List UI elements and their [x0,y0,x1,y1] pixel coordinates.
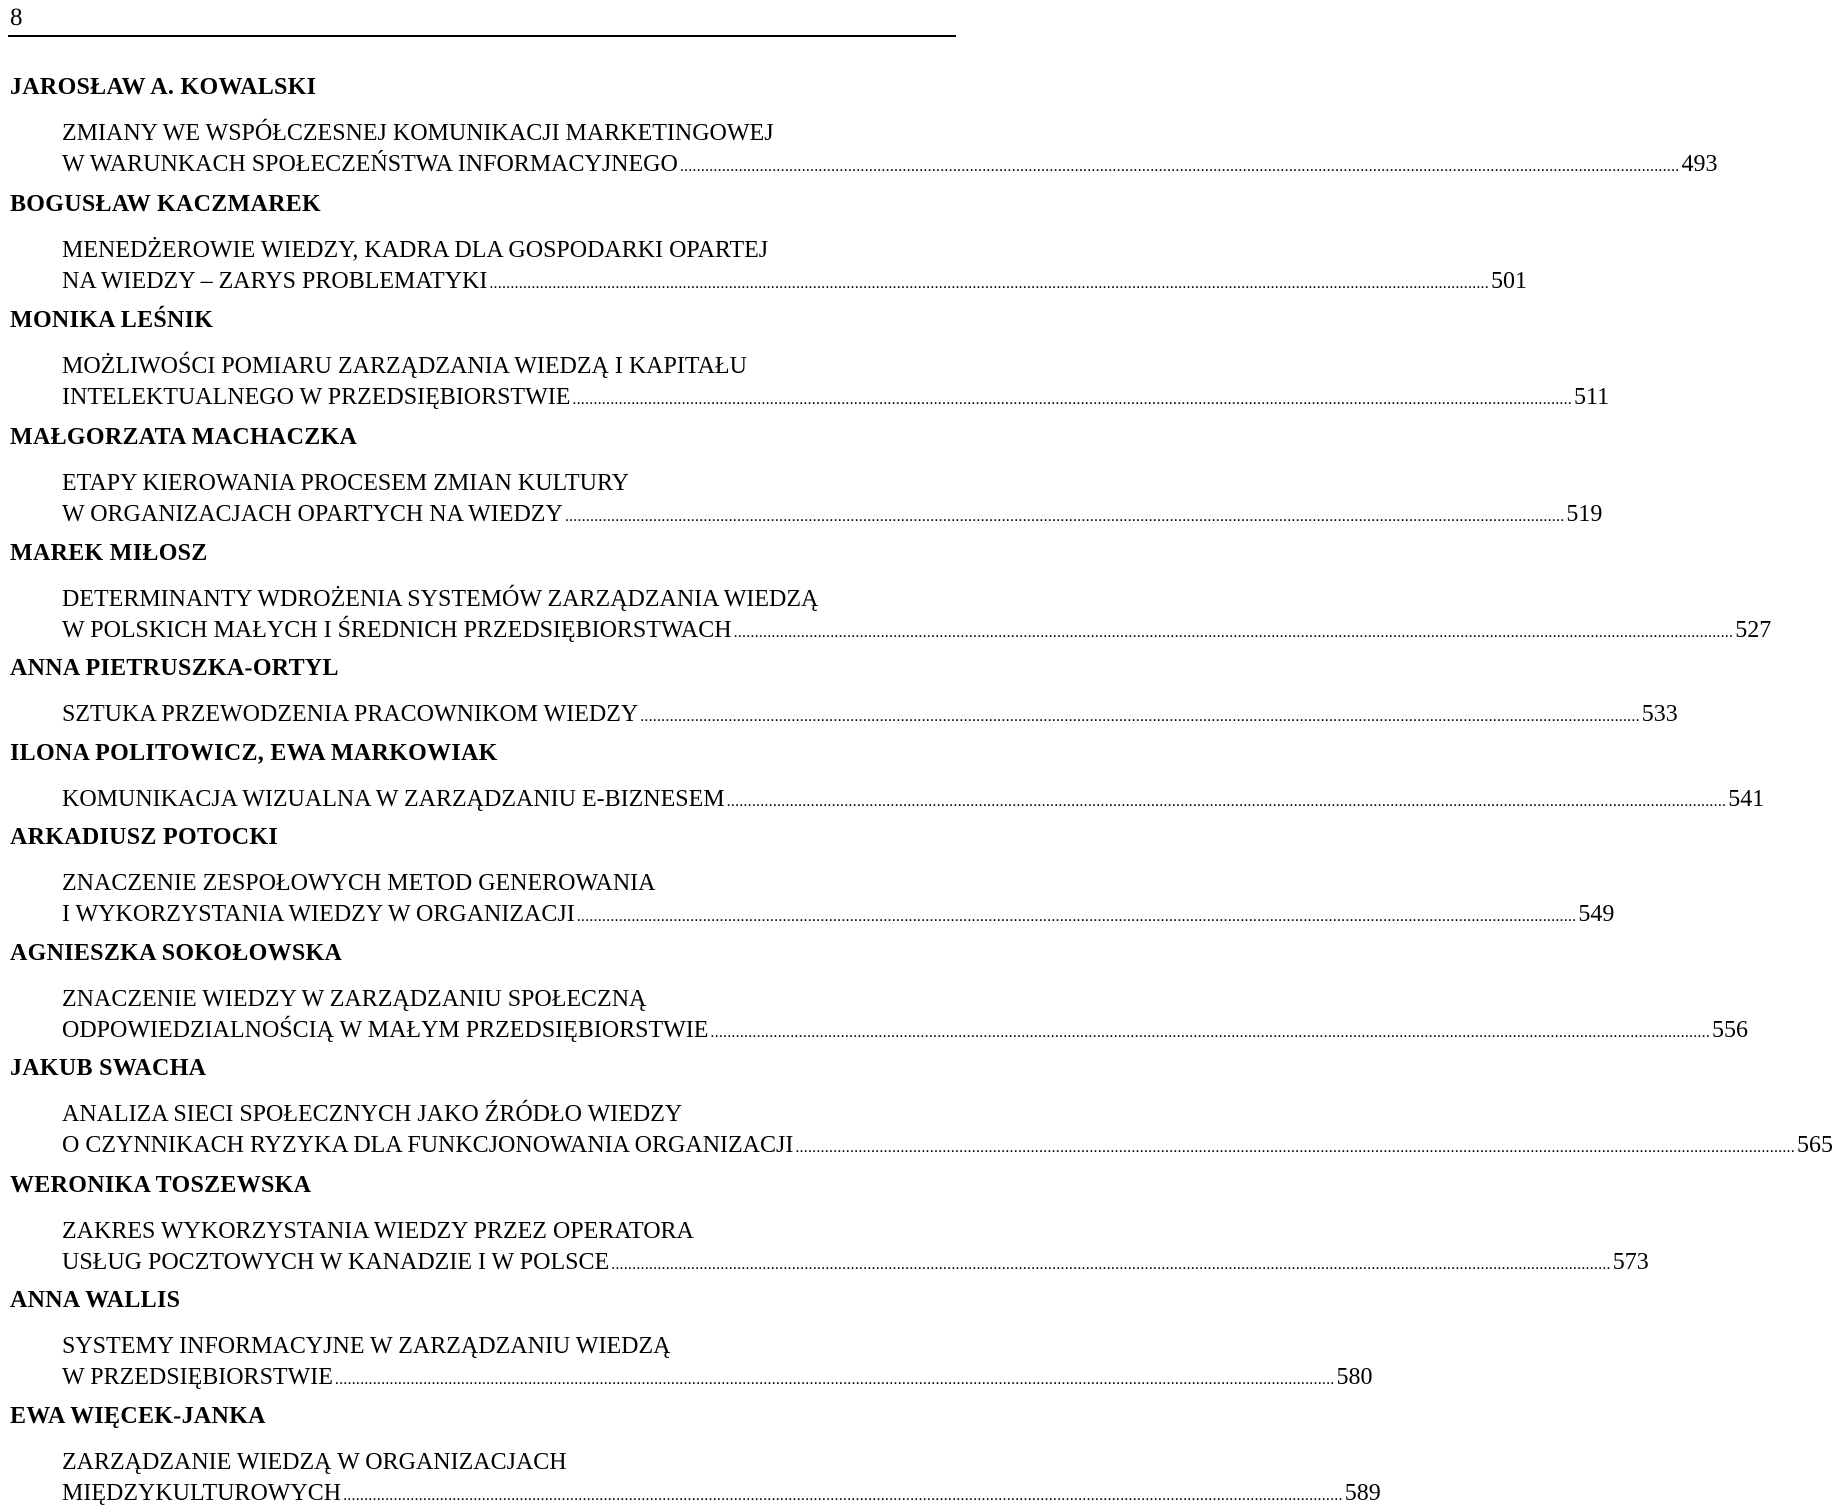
header-rule [8,35,956,37]
entry-title-text: ZAKRES WYKORZYSTANIA WIEDZY PRZEZ OPERATORA [62,1218,694,1244]
entry-title-text: W POLSKICH MAŁYCH I ŚREDNICH PRZEDSIĘBIORSTWACH [62,617,732,643]
entry-title-text: ZNACZENIE WIEDZY W ZARZĄDZANIU SPOŁECZNĄ [62,986,647,1012]
dot-leader: .............................................................................................................................................................................................................................................. [726,793,1727,810]
entry-author: ANNA WALLIS [10,1287,181,1313]
entry-title-text: MENEDŻEROWIE WIEDZY, KADRA DLA GOSPODARKI OPARTEJ [62,237,769,263]
entry-title-line [62,1099,950,1129]
entry-author: JAROSŁAW A. KOWALSKI [10,74,317,100]
entry-title-text: SZTUKA PRZEWODZENIA PRACOWNIKOM WIEDZY [62,701,639,727]
entry-title-text: ODPOWIEDZIALNOŚCIĄ W MAŁYM PRZEDSIĘBIORSTWIE [62,1017,709,1043]
dot-leader: .............................................................................................................................................................................................................................................. [343,1487,1343,1504]
entry-title-text: SYSTEMY INFORMACYJNE W ZARZĄDZANIU WIEDZĄ [62,1333,671,1359]
entry-title-line [62,1447,950,1477]
entry-title-text: ZARZĄDZANIE WIEDZĄ W ORGANIZACJACH [62,1449,567,1475]
entry-title-text: NA WIEDZY – ZARYS PROBLEMATYKI [62,268,488,294]
entry-title-line [62,1247,1649,1280]
entry-title-line [62,382,1610,415]
entry-title-text: I WYKORZYSTANIA WIEDZY W ORGANIZACJI [62,901,575,927]
dot-leader: .............................................................................................................................................................................................................................................. [564,508,1565,525]
entry-page-number: 541 [1728,786,1765,812]
page-number: 8 [10,4,23,31]
dot-leader: .............................................................................................................................................................................................................................................. [611,1256,1611,1273]
entry-page-number: 556 [1712,1017,1749,1043]
entry-title-line [62,1216,950,1246]
entry-title-line [62,899,1615,932]
entry-title-line [62,868,950,898]
entry-author: ARKADIUSZ POTOCKI [10,824,279,850]
entry-title-text: ZMIANY WE WSPÓŁCZESNEJ KOMUNIKACJI MARKETINGOWEJ [62,120,774,146]
entry-page-number: 511 [1574,384,1610,410]
entry-title-line [62,499,1603,532]
entry-title-line [62,784,1765,817]
entry-title-line [62,266,1527,299]
entry-title-text: MIĘDZYKULTUROWYCH [62,1480,342,1506]
entry-title-text: KOMUNIKACJA WIZUALNA W ZARZĄDZANIU E-BIZNESEM [62,786,725,812]
entry-page-number: 493 [1681,151,1718,177]
entry-page-number: 589 [1344,1480,1381,1506]
dot-leader: .............................................................................................................................................................................................................................................. [733,624,1734,641]
entry-title-text: INTELEKTUALNEGO W PRZEDSIĘBIORSTWIE [62,384,571,410]
entry-title-text: USŁUG POCZTOWYCH W KANADZIE I W POLSCE [62,1249,610,1275]
dot-leader: .............................................................................................................................................................................................................................................. [334,1371,1335,1388]
entry-author: MAŁGORZATA MACHACZKA [10,424,358,450]
entry-page-number: 519 [1566,501,1603,527]
dot-leader: .............................................................................................................................................................................................................................................. [795,1139,1795,1156]
entry-page-number: 580 [1336,1364,1373,1390]
dot-leader: .............................................................................................................................................................................................................................................. [572,391,1572,408]
entry-title-line [62,1362,1373,1395]
entry-title-line [62,615,1772,648]
entry-title-text: DETERMINANTY WDROŻENIA SYSTEMÓW ZARZĄDZANIA WIEDZĄ [62,586,819,612]
dot-leader: .............................................................................................................................................................................................................................................. [576,908,1577,925]
entry-author: WERONIKA TOSZEWSKA [10,1172,312,1198]
entry-title-line [62,584,950,614]
entry-author: MONIKA LEŚNIK [10,307,214,333]
entry-title-line [62,984,950,1014]
entry-title-line [62,118,950,148]
entry-author: AGNIESZKA SOKOŁOWSKA [10,940,343,966]
entry-title-line [62,1478,1381,1511]
entry-title-text: ANALIZA SIECI SPOŁECZNYCH JAKO ŹRÓDŁO WIEDZY [62,1101,683,1127]
entry-title-text: MOŻLIWOŚCI POMIARU ZARZĄDZANIA WIEDZĄ I KAPITAŁU [62,353,747,379]
entry-page-number: 549 [1578,901,1615,927]
entry-title-line [62,1130,1833,1163]
entry-page-number: 533 [1641,701,1678,727]
entry-author: EWA WIĘCEK-JANKA [10,1403,266,1429]
dot-leader: .............................................................................................................................................................................................................................................. [489,275,1489,292]
dot-leader: .............................................................................................................................................................................................................................................. [640,708,1640,725]
entry-author: ANNA PIETRUSZKA-ORTYL [10,655,339,681]
entry-title-line [62,1015,1749,1048]
entry-author: MAREK MIŁOSZ [10,540,208,566]
entry-title-text: ZNACZENIE ZESPOŁOWYCH METOD GENEROWANIA [62,870,656,896]
entry-title-text: W WARUNKACH SPOŁECZEŃSTWA INFORMACYJNEGO [62,151,678,177]
dot-leader: .............................................................................................................................................................................................................................................. [710,1024,1711,1041]
entry-page-number: 565 [1796,1132,1833,1158]
entry-title-text: O CZYNNIKACH RYZYKA DLA FUNKCJONOWANIA ORGANIZACJI [62,1132,794,1158]
entry-title-text: ETAPY KIEROWANIA PROCESEM ZMIAN KULTURY [62,470,629,496]
entry-title-line [62,351,950,381]
entry-author: ILONA POLITOWICZ, EWA MARKOWIAK [10,740,498,766]
entry-title-text: W ORGANIZACJACH OPARTYCH NA WIEDZY [62,501,563,527]
entry-title-line [62,699,1678,732]
entry-page-number: 527 [1735,617,1772,643]
entry-title-line [62,149,1718,182]
entry-page-number: 573 [1612,1249,1649,1275]
dot-leader: .............................................................................................................................................................................................................................................. [679,158,1680,175]
entry-title-text: W PRZEDSIĘBIORSTWIE [62,1364,333,1390]
entry-author: JAKUB SWACHA [10,1055,207,1081]
entry-title-line [62,1331,950,1361]
entry-page-number: 501 [1490,268,1527,294]
entry-title-line [62,468,950,498]
entry-author: BOGUSŁAW KACZMAREK [10,191,322,217]
entry-title-line [62,235,950,265]
